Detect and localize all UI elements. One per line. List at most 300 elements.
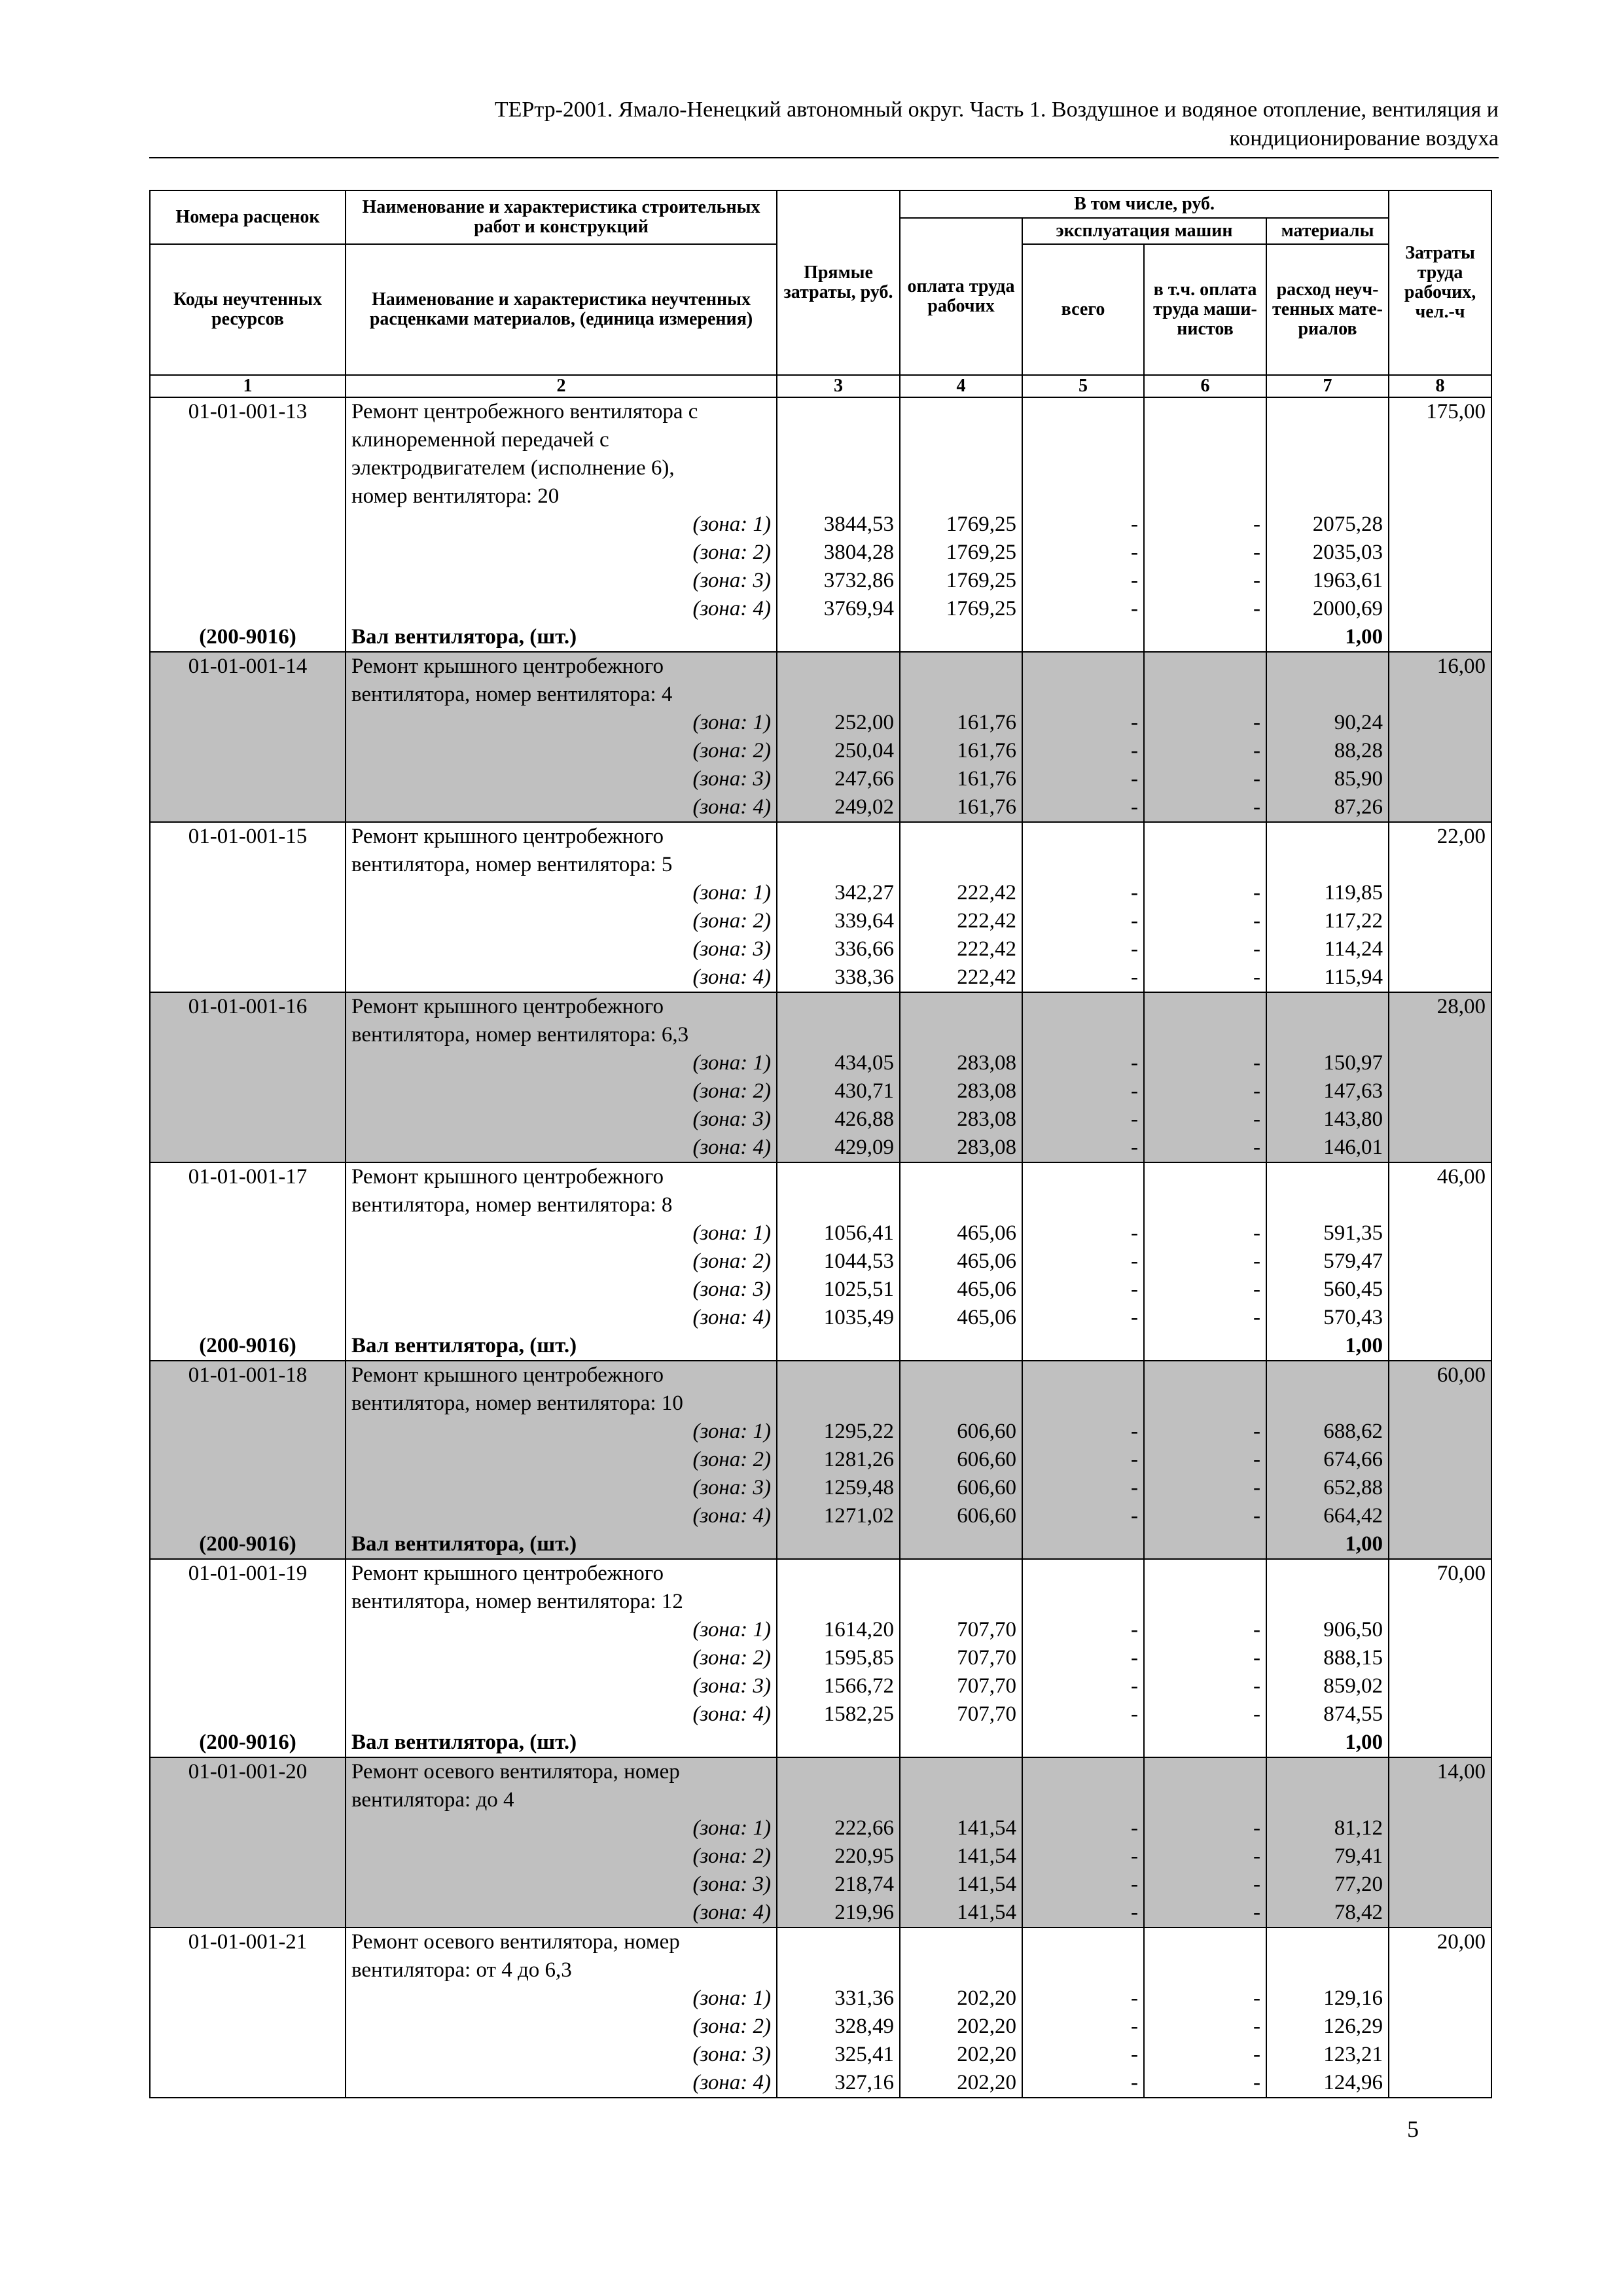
table-cell: - (1022, 737, 1144, 765)
table-cell (777, 681, 900, 709)
table-cell: - (1022, 709, 1144, 737)
table-cell (777, 1588, 900, 1616)
table-cell: - (1022, 907, 1144, 935)
table-cell (1389, 2013, 1491, 2041)
table-row (150, 1134, 1491, 1162)
table-cell: 250,04 (777, 737, 900, 765)
table-cell (1389, 511, 1491, 539)
table-cell: Ремонт осевого вентилятора, номер (346, 1757, 777, 1786)
table-cell: - (1022, 1899, 1144, 1928)
table-cell: 202,20 (900, 2041, 1022, 2069)
table-cell: Вал вентилятора, (шт.) (346, 623, 777, 652)
table-cell (1144, 397, 1266, 426)
table-cell (900, 482, 1022, 511)
table-cell (150, 1390, 346, 1418)
table-cell: - (1022, 1984, 1144, 2013)
header-codes-bottom: Коды неучтенных ресурсов (150, 244, 346, 375)
table-cell: - (1022, 2013, 1144, 2041)
header-materials: материалы (1266, 218, 1389, 244)
table-cell (1266, 992, 1389, 1021)
table-cell (1389, 681, 1491, 709)
table-cell: (зона: 2) (346, 539, 777, 567)
table-cell: 77,20 (1266, 1871, 1389, 1899)
table-cell: - (1144, 1871, 1266, 1899)
running-header-line-2: кондиционирование воздуха (1229, 126, 1499, 151)
table-cell (777, 426, 900, 454)
table-cell: 338,36 (777, 963, 900, 992)
table-cell (1389, 1644, 1491, 1672)
table-cell: - (1144, 765, 1266, 793)
table-cell: 327,16 (777, 2069, 900, 2098)
table-cell (1144, 1588, 1266, 1616)
table-cell (777, 1559, 900, 1588)
table-cell: 22,00 (1389, 822, 1491, 851)
table-cell (777, 1757, 900, 1786)
table-cell: - (1144, 1077, 1266, 1105)
table-cell (900, 397, 1022, 426)
table-cell: 707,70 (900, 1700, 1022, 1729)
table-cell (150, 765, 346, 793)
table-row (150, 1928, 1491, 1956)
table-row (150, 1077, 1491, 1105)
table-row (150, 1899, 1491, 1928)
table-cell: (зона: 2) (346, 1842, 777, 1871)
table-cell: 1025,51 (777, 1276, 900, 1304)
table-cell (1389, 1049, 1491, 1077)
table-cell: 1259,48 (777, 1474, 900, 1502)
table-cell (1389, 426, 1491, 454)
table-row (150, 1105, 1491, 1134)
table-cell: Ремонт осевого вентилятора, номер (346, 1928, 777, 1956)
table-row (150, 1191, 1491, 1219)
table-cell (1144, 1191, 1266, 1219)
table-cell: 707,70 (900, 1644, 1022, 1672)
table-cell: (200-9016) (150, 1530, 346, 1559)
table-cell: 429,09 (777, 1134, 900, 1162)
table-cell (1389, 1134, 1491, 1162)
table-row (150, 1616, 1491, 1644)
table-cell: 141,54 (900, 1899, 1022, 1928)
table-cell (1144, 1956, 1266, 1984)
table-cell (150, 511, 346, 539)
table-cell (1389, 2069, 1491, 2098)
table-cell (1266, 454, 1389, 482)
table-cell (900, 454, 1022, 482)
table-row (150, 539, 1491, 567)
table-cell: 222,42 (900, 963, 1022, 992)
table-row (150, 1672, 1491, 1700)
table-cell (1144, 1757, 1266, 1786)
table-cell (1022, 1361, 1144, 1390)
table-cell: (зона: 1) (346, 1616, 777, 1644)
table-cell (1144, 992, 1266, 1021)
table-cell (1389, 1729, 1491, 1757)
table-cell: - (1144, 1474, 1266, 1502)
table-cell: 2075,28 (1266, 511, 1389, 539)
table-cell (150, 1276, 346, 1304)
table-cell (1389, 737, 1491, 765)
table-cell: - (1022, 1077, 1144, 1105)
table-cell (900, 1361, 1022, 1390)
table-cell: - (1022, 1644, 1144, 1672)
table-cell: - (1022, 1247, 1144, 1276)
table-row (150, 1304, 1491, 1332)
table-cell (1144, 1928, 1266, 1956)
table-row (150, 1757, 1491, 1786)
table-cell (900, 1956, 1022, 1984)
table-row (150, 2069, 1491, 2098)
table-cell: 283,08 (900, 1077, 1022, 1105)
table-cell (1389, 1247, 1491, 1276)
table-cell: вентилятора, номер вентилятора: 5 (346, 851, 777, 879)
table-cell (1389, 963, 1491, 992)
table-cell (1022, 1956, 1144, 1984)
table-cell: 01-01-001-17 (150, 1162, 346, 1191)
table-cell: 339,64 (777, 907, 900, 935)
table-cell: - (1144, 963, 1266, 992)
table-cell: 143,80 (1266, 1105, 1389, 1134)
table-cell: - (1022, 1474, 1144, 1502)
table-cell: 1566,72 (777, 1672, 900, 1700)
table-cell: 325,41 (777, 2041, 900, 2069)
table-cell: 1,00 (1266, 1530, 1389, 1559)
running-header-line-1: ТЕРтр-2001. Ямало-Ненецкий автономный округ. Часть 1. Воздушное и водяное отопление, вентиляция и (494, 98, 1499, 122)
table-cell: 2035,03 (1266, 539, 1389, 567)
table-cell (1389, 793, 1491, 822)
table-cell: 14,00 (1389, 1757, 1491, 1786)
table-cell (1389, 935, 1491, 963)
table-cell (900, 1021, 1022, 1049)
table-cell: 1769,25 (900, 511, 1022, 539)
table-cell (1144, 1390, 1266, 1418)
table-cell (1389, 765, 1491, 793)
table-row (150, 397, 1491, 426)
table-cell: 147,63 (1266, 1077, 1389, 1105)
table-cell: - (1144, 567, 1266, 595)
table-cell (1022, 397, 1144, 426)
table-cell (900, 426, 1022, 454)
table-cell: - (1144, 595, 1266, 623)
table-cell: (зона: 3) (346, 1871, 777, 1899)
table-cell (150, 1984, 346, 2013)
table-cell: - (1144, 1502, 1266, 1530)
page-number: 5 (1407, 2116, 1419, 2142)
table-row (150, 907, 1491, 935)
table-cell: 331,36 (777, 1984, 900, 2013)
table-row (150, 1956, 1491, 1984)
table-cell (777, 652, 900, 681)
table-cell: Вал вентилятора, (шт.) (346, 1332, 777, 1361)
table-cell: 90,24 (1266, 709, 1389, 737)
table-cell: 336,66 (777, 935, 900, 963)
table-cell (1389, 2041, 1491, 2069)
table-cell: 3769,94 (777, 595, 900, 623)
table-row (150, 793, 1491, 822)
table-row (150, 1984, 1491, 2013)
table-cell: (зона: 2) (346, 1446, 777, 1474)
table-cell: - (1022, 1418, 1144, 1446)
table-cell: - (1144, 1247, 1266, 1276)
table-cell (900, 1191, 1022, 1219)
table-cell: - (1022, 567, 1144, 595)
table-cell: 1035,49 (777, 1304, 900, 1332)
table-row (150, 1162, 1491, 1191)
table-cell: (зона: 3) (346, 2041, 777, 2069)
table-cell (900, 1390, 1022, 1418)
table-cell: - (1144, 1672, 1266, 1700)
table-cell (900, 1588, 1022, 1616)
table-body (150, 397, 1491, 2098)
table-cell (1266, 1757, 1389, 1786)
table-cell (1022, 652, 1144, 681)
table-cell: 141,54 (900, 1871, 1022, 1899)
header-including: В том числе, руб. (900, 190, 1389, 218)
table-cell (150, 1134, 346, 1162)
table-cell: - (1144, 793, 1266, 822)
table-cell (1389, 1842, 1491, 1871)
table-row (150, 1814, 1491, 1842)
table-cell: 3732,86 (777, 567, 900, 595)
table-cell (1389, 1474, 1491, 1502)
table-cell (150, 1588, 346, 1616)
table-cell (777, 397, 900, 426)
table-cell: 1271,02 (777, 1502, 900, 1530)
table-cell: - (1022, 1842, 1144, 1871)
table-cell: 606,60 (900, 1474, 1022, 1502)
table-cell (1389, 1984, 1491, 2013)
table-row (150, 1559, 1491, 1588)
table-cell (777, 454, 900, 482)
table-cell (150, 793, 346, 822)
table-cell (1144, 1559, 1266, 1588)
table-cell (1266, 822, 1389, 851)
column-number: 1 (150, 375, 346, 397)
table-cell (1266, 1021, 1389, 1049)
table-cell: 1769,25 (900, 539, 1022, 567)
table-cell: - (1022, 1276, 1144, 1304)
table-cell: вентилятора, номер вентилятора: 8 (346, 1191, 777, 1219)
table-row (150, 2041, 1491, 2069)
table-cell (1144, 652, 1266, 681)
table-cell (777, 1361, 900, 1390)
table-cell (150, 482, 346, 511)
table-cell (1389, 709, 1491, 737)
table-cell (1389, 1332, 1491, 1361)
table-cell: 70,00 (1389, 1559, 1491, 1588)
table-cell: - (1144, 935, 1266, 963)
table-cell (1389, 1304, 1491, 1332)
table-cell: 560,45 (1266, 1276, 1389, 1304)
table-cell: 1769,25 (900, 595, 1022, 623)
table-cell: вентилятора, номер вентилятора: 12 (346, 1588, 777, 1616)
header-name-top: Наименование и характеристика строительных работ и конструкций (346, 190, 777, 244)
header-machines-labor: в т.ч. оплата труда маши- нистов (1144, 244, 1266, 375)
table-cell (900, 1162, 1022, 1191)
table-cell: 1769,25 (900, 567, 1022, 595)
table-cell (1389, 623, 1491, 652)
table-cell (150, 1247, 346, 1276)
price-rates-table (149, 190, 1492, 2098)
table-cell (1389, 1786, 1491, 1814)
table-cell: (зона: 4) (346, 1502, 777, 1530)
table-cell (777, 851, 900, 879)
table-cell: - (1144, 1105, 1266, 1134)
table-cell (1144, 482, 1266, 511)
table-cell: 218,74 (777, 1871, 900, 1899)
table-row (150, 595, 1491, 623)
table-cell (1266, 1559, 1389, 1588)
table-cell (150, 935, 346, 963)
table-cell (777, 1332, 900, 1361)
table-cell: 161,76 (900, 793, 1022, 822)
table-cell: 115,94 (1266, 963, 1389, 992)
table-cell (150, 2041, 346, 2069)
table-cell: 1044,53 (777, 1247, 900, 1276)
table-cell (1022, 1928, 1144, 1956)
header-labor-pay: оплата труда рабочих (900, 218, 1022, 375)
table-row (150, 1588, 1491, 1616)
table-cell: 283,08 (900, 1049, 1022, 1077)
table-cell: 01-01-001-15 (150, 822, 346, 851)
table-cell: 126,29 (1266, 2013, 1389, 2041)
table-cell: 01-01-001-20 (150, 1757, 346, 1786)
table-cell: 141,54 (900, 1842, 1022, 1871)
table-cell (777, 992, 900, 1021)
table-cell (150, 709, 346, 737)
table-cell: 874,55 (1266, 1700, 1389, 1729)
table-cell: электродвигателем (исполнение 6), (346, 454, 777, 482)
table-cell (900, 1332, 1022, 1361)
table-cell (1389, 1418, 1491, 1446)
table-cell: 249,02 (777, 793, 900, 822)
table-cell: клиноременной передачей с (346, 426, 777, 454)
table-cell: 01-01-001-18 (150, 1361, 346, 1390)
table-row (150, 1390, 1491, 1418)
table-cell: 202,20 (900, 1984, 1022, 2013)
table-row (150, 935, 1491, 963)
table-row (150, 1502, 1491, 1530)
table-row (150, 1446, 1491, 1474)
table-cell: (зона: 1) (346, 1418, 777, 1446)
table-cell: 342,27 (777, 879, 900, 907)
table-cell (1389, 1814, 1491, 1842)
table-cell: 01-01-001-13 (150, 397, 346, 426)
table-cell: (зона: 3) (346, 935, 777, 963)
table-cell (1144, 454, 1266, 482)
table-cell (1022, 681, 1144, 709)
table-cell: 465,06 (900, 1276, 1022, 1304)
table-row (150, 1276, 1491, 1304)
header-machines-total: всего (1022, 244, 1144, 375)
header-codes-top: Номера расценок (150, 190, 346, 244)
table-cell (1389, 482, 1491, 511)
table-row (150, 426, 1491, 454)
table-cell (150, 1191, 346, 1219)
table-cell: Ремонт центробежного вентилятора с (346, 397, 777, 426)
table-cell (777, 1191, 900, 1219)
table-cell (1144, 1729, 1266, 1757)
table-cell: 1,00 (1266, 623, 1389, 652)
table-cell: - (1144, 1304, 1266, 1332)
table-cell: (зона: 4) (346, 1899, 777, 1928)
running-header (149, 96, 1499, 153)
table-cell (150, 1616, 346, 1644)
table-cell: - (1144, 1984, 1266, 2013)
table-cell: 426,88 (777, 1105, 900, 1134)
table-cell: 175,00 (1389, 397, 1491, 426)
table-cell: 220,95 (777, 1842, 900, 1871)
table-cell: (зона: 2) (346, 737, 777, 765)
table-cell (1389, 1390, 1491, 1418)
table-cell (1144, 851, 1266, 879)
table-cell: - (1022, 1134, 1144, 1162)
header-materials-unaccounted: расход неуч- тенных мате- риалов (1266, 244, 1389, 375)
header-direct-costs: Прямые затраты, руб. (777, 190, 900, 375)
column-number: 4 (900, 375, 1022, 397)
table-cell: (зона: 2) (346, 1644, 777, 1672)
table-cell (777, 1956, 900, 1984)
table-cell: 1582,25 (777, 1700, 900, 1729)
table-cell: 46,00 (1389, 1162, 1491, 1191)
table-cell: 222,42 (900, 935, 1022, 963)
table-cell: 606,60 (900, 1446, 1022, 1474)
table-cell: (зона: 3) (346, 1105, 777, 1134)
table-cell (1022, 1559, 1144, 1588)
table-cell (1022, 992, 1144, 1021)
table-cell: 85,90 (1266, 765, 1389, 793)
table-cell: Ремонт крышного центробежного (346, 992, 777, 1021)
column-number: 8 (1389, 375, 1491, 397)
table-cell: - (1144, 1644, 1266, 1672)
table-cell (150, 1105, 346, 1134)
table-cell (777, 1021, 900, 1049)
table-cell: 1,00 (1266, 1332, 1389, 1361)
column-number: 7 (1266, 375, 1389, 397)
table-cell: 123,21 (1266, 2041, 1389, 2069)
table-cell: 252,00 (777, 709, 900, 737)
table-cell (777, 1530, 900, 1559)
table-cell: 219,96 (777, 1899, 900, 1928)
table-cell (1389, 454, 1491, 482)
table-cell (1266, 1588, 1389, 1616)
table-cell (150, 1502, 346, 1530)
table-cell: 01-01-001-19 (150, 1559, 346, 1588)
table-row (150, 1729, 1491, 1757)
table-cell: - (1144, 1616, 1266, 1644)
table-cell: - (1144, 2069, 1266, 2098)
table-cell: вентилятора, номер вентилятора: 6,3 (346, 1021, 777, 1049)
column-number: 2 (346, 375, 777, 397)
table-row (150, 822, 1491, 851)
table-cell: (200-9016) (150, 623, 346, 652)
table-cell: - (1144, 1899, 1266, 1928)
table-cell: - (1144, 1049, 1266, 1077)
table-cell: (200-9016) (150, 1332, 346, 1361)
table-cell: 859,02 (1266, 1672, 1389, 1700)
table-cell: 161,76 (900, 737, 1022, 765)
table-cell: 117,22 (1266, 907, 1389, 935)
table-cell: (зона: 1) (346, 709, 777, 737)
table-row (150, 623, 1491, 652)
table-cell (1389, 1871, 1491, 1899)
table-cell: - (1022, 1304, 1144, 1332)
table-cell: 01-01-001-16 (150, 992, 346, 1021)
table-cell: - (1144, 737, 1266, 765)
table-cell: - (1022, 935, 1144, 963)
table-cell (150, 1304, 346, 1332)
table-row (150, 1644, 1491, 1672)
table-cell (900, 1559, 1022, 1588)
